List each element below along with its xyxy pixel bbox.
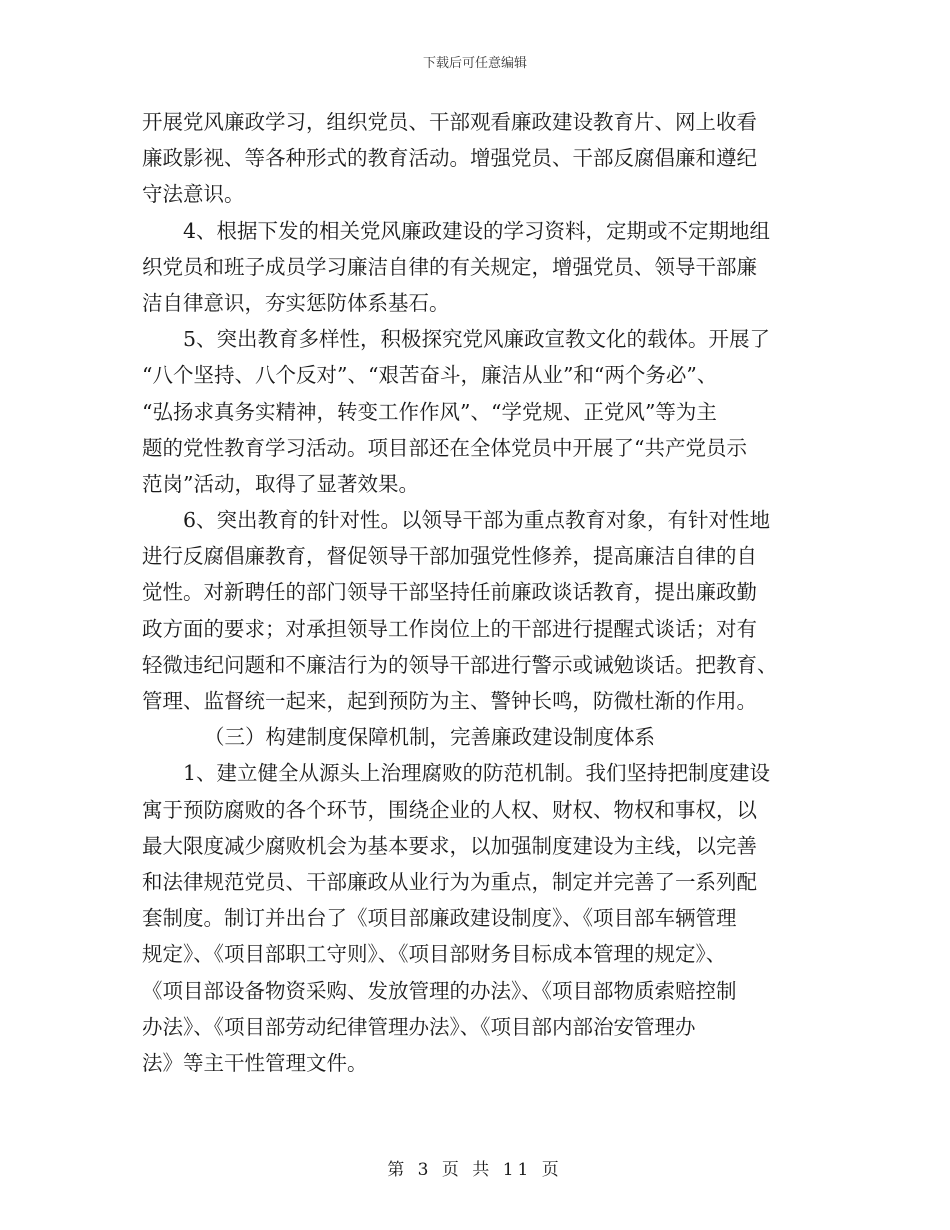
section-heading: （三）构建制度保障机制，完善廉政建设制度体系 [204, 725, 655, 750]
text-line: 轻微违纪问题和不廉洁行为的领导干部进行警示或诫勉谈话。把教育、 [142, 652, 778, 677]
text-line: 规定》、《项目部职工守则》、《项目部财务目标成本管理的规定》、 [142, 942, 727, 967]
text-line: 觉性。对新聘任的部门领导干部坚持任前廉政谈话教育，提出廉政勤 [142, 580, 757, 605]
text-line: 范岗”活动，取得了显著效果。 [142, 471, 419, 496]
text-line: 织党员和班子成员学习廉洁自律的有关规定，增强党员、领导干部廉 [142, 254, 757, 279]
text-line: 和法律规范党员、干部廉政从业行为为重点，制定并完善了一系列配 [142, 869, 757, 894]
text-line: 洁自律意识，夯实惩防体系基石。 [142, 290, 450, 315]
page-footer: 第 3 页 共 11 页 [387, 1160, 563, 1180]
text-line: “弘扬求真务实精神，转变工作作风”、“学党规、正党风”等为主 [142, 399, 717, 424]
text-line: 套制度。制订并出台了《项目部廉政建设制度》、《项目部车辆管理 [142, 906, 737, 931]
text-line: 廉政影视、等各种形式的教育活动。增强党员、干部反腐倡廉和遵纪 [142, 146, 757, 171]
text-line: 政方面的要求；对承担领导工作岗位上的干部进行提醒式谈话；对有 [142, 616, 757, 641]
text-line: 法》等主干性管理文件。 [142, 1050, 368, 1075]
paragraph-start: 5、突出教育多样性，积极探究党风廉政宣教文化的载体。开展了 [183, 327, 771, 352]
text-line: 最大限度减少腐败机会为基本要求，以加强制度建设为主线，以完善 [142, 833, 757, 858]
page-header: 下载后可任意编辑 [422, 56, 527, 71]
text-line: 开展党风廉政学习，组织党员、干部观看廉政建设教育片、网上收看 [142, 110, 757, 134]
document-body [142, 104, 822, 1081]
text-line: 寓于预防腐败的各个环节，围绕企业的人权、财权、物权和事权，以 [142, 797, 757, 822]
text-line: 题的党性教育学习活动。项目部还在全体党员中开展了“共产党员示 [142, 435, 747, 460]
text-line: 守法意识。 [142, 182, 245, 207]
paragraph-start: 1、建立健全从源头上治理腐败的防范机制。我们坚持把制度建设 [183, 761, 771, 786]
text-line: 办法》、《项目部劳动纪律管理办法》、《项目部内部治安管理办 [142, 1014, 696, 1039]
text-line: “八个坚持、八个反对”、“艰苦奋斗，廉洁从业”和“两个务必”、 [142, 363, 718, 388]
text-line: 管理、监督统一起来，起到预防为主、警钟长鸣，防微杜渐的作用。 [142, 689, 757, 713]
paragraph-start: 6、突出教育的针对性。以领导干部为重点教育对象，有针对性地 [183, 508, 771, 533]
paragraph-start: 4、根据下发的相关党风廉政建设的学习资料，定期或不定期地组 [183, 218, 771, 243]
text-line: 进行反腐倡廉教育，督促领导干部加强党性修养，提高廉洁自律的自 [142, 544, 757, 569]
text-line: 《项目部设备物资采购、发放管理的办法》、《项目部物质索赔控制 [142, 978, 737, 1003]
